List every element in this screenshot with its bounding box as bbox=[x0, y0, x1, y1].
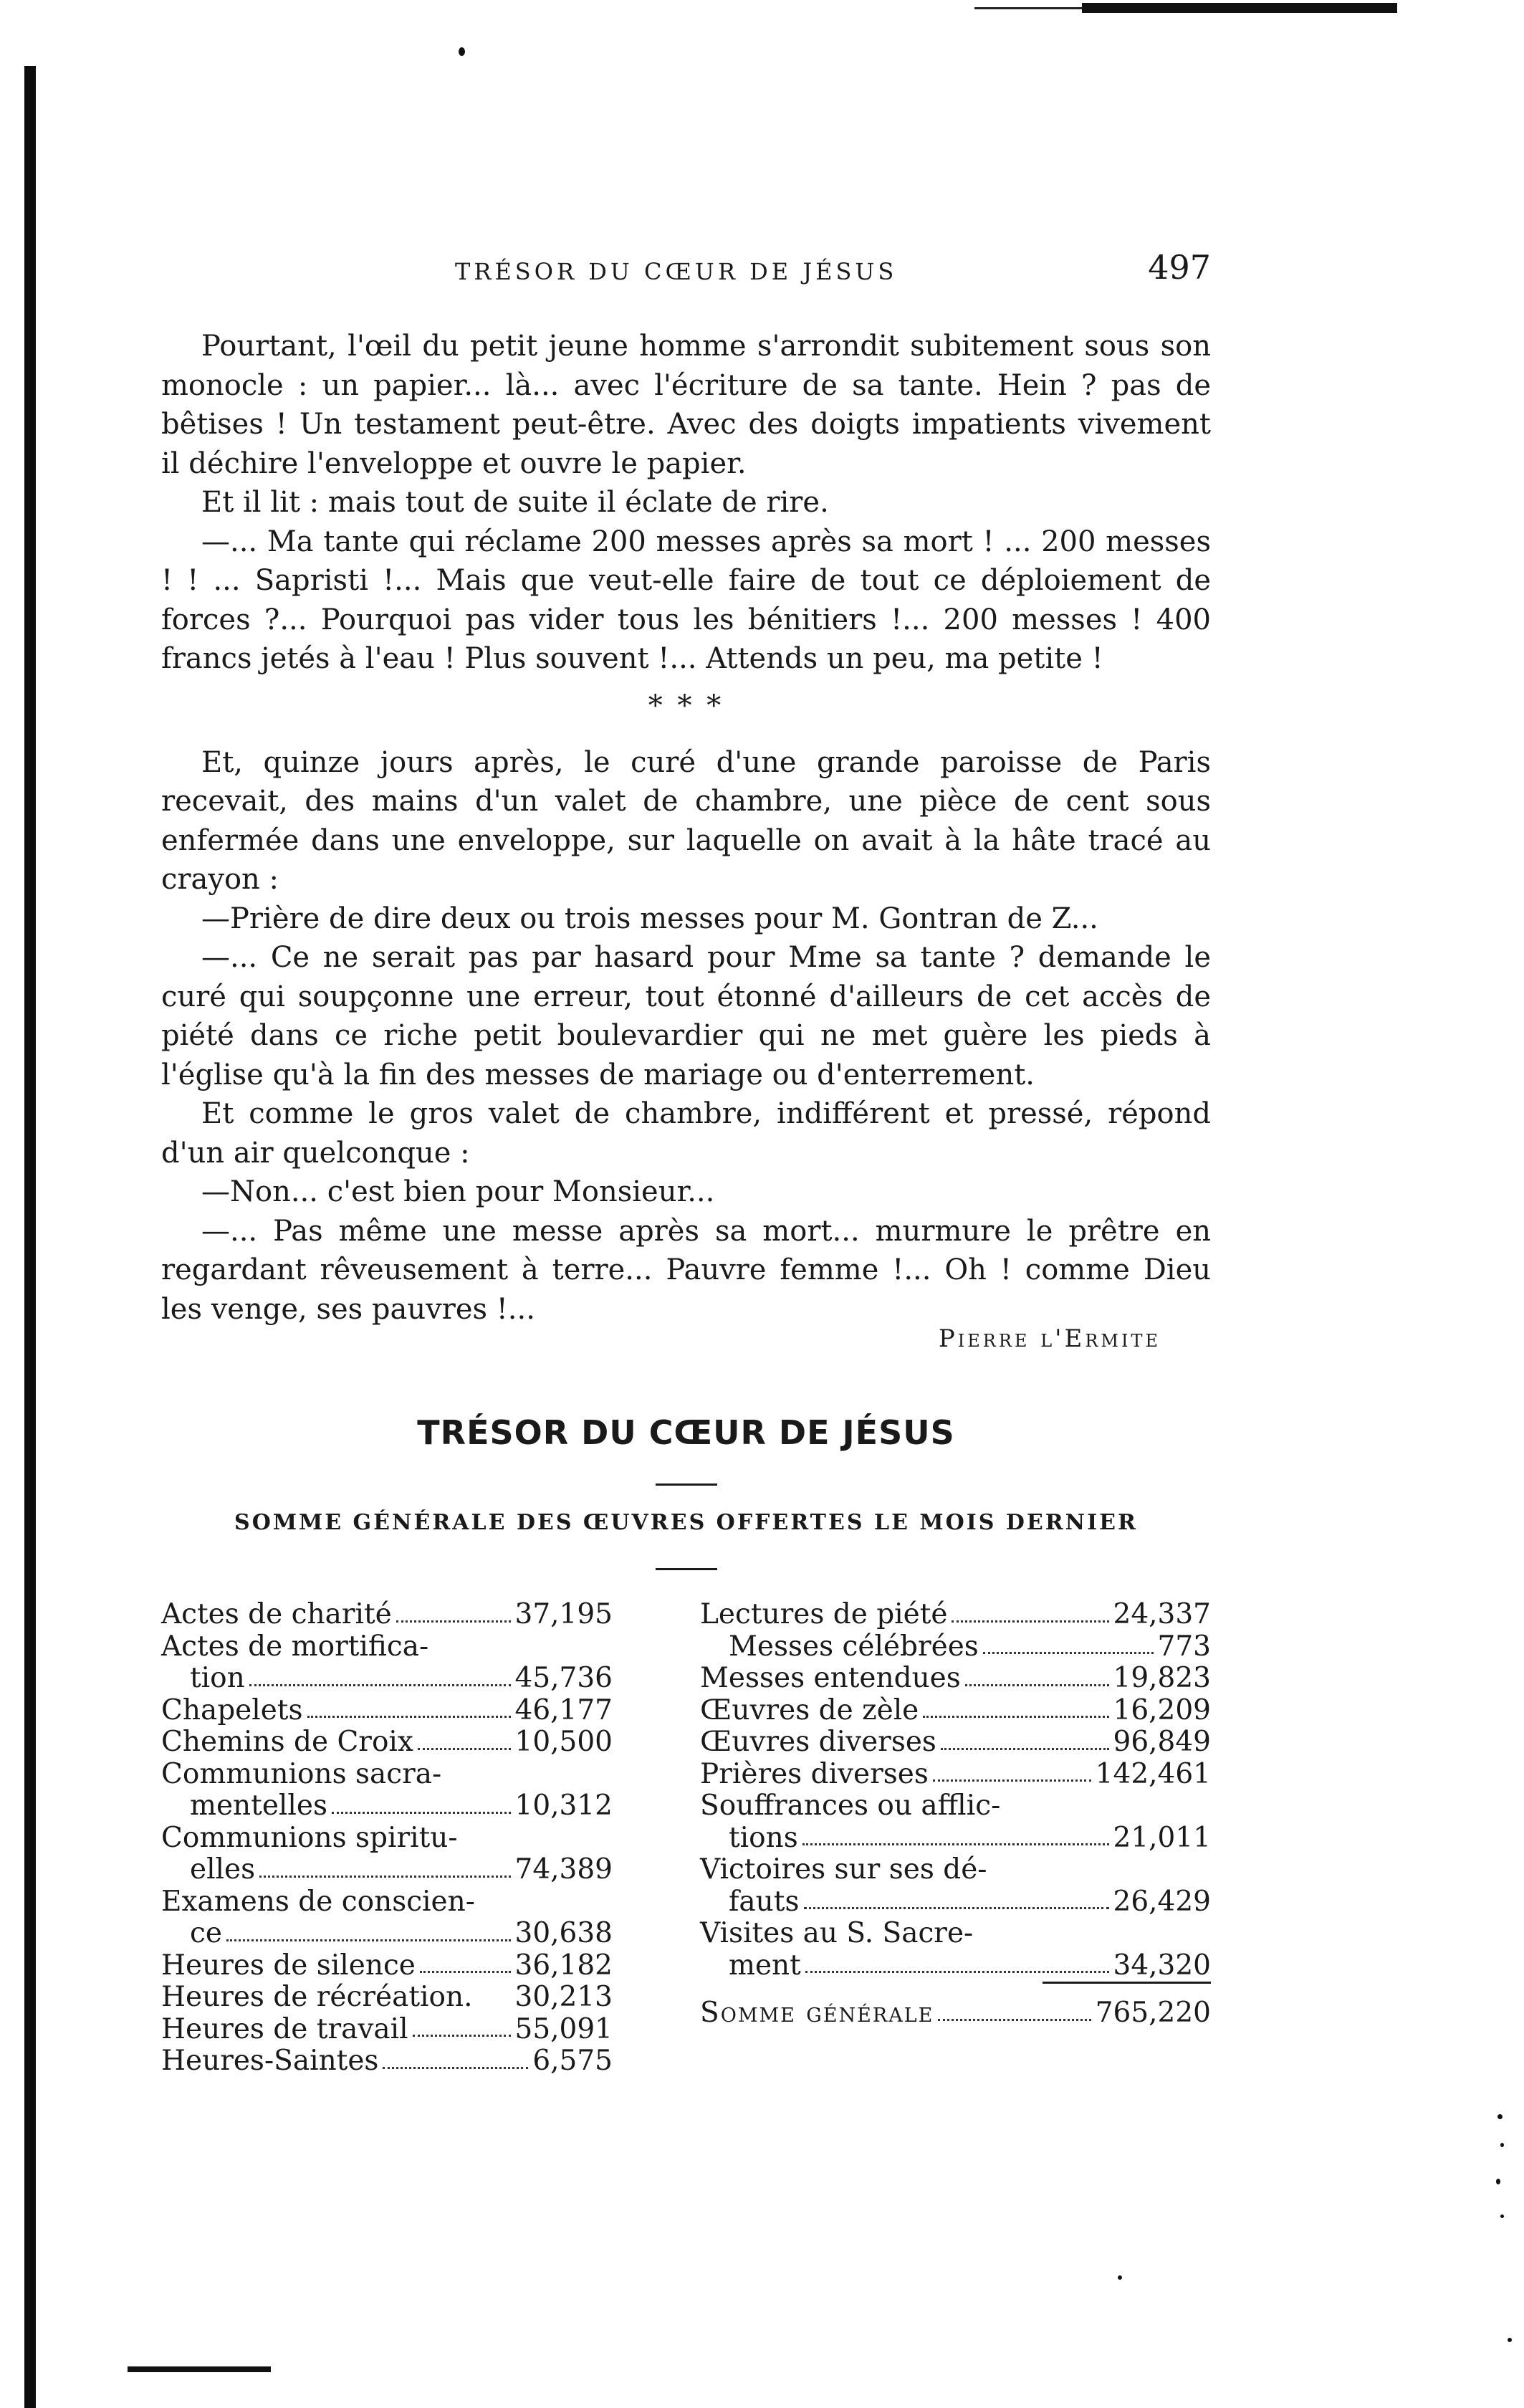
author-signature: Pierre l'Ermite bbox=[938, 1324, 1161, 1353]
table-row bbox=[700, 1950, 1211, 1982]
total-value: 765,220 bbox=[1095, 1997, 1211, 2029]
page-number: 497 bbox=[1148, 248, 1211, 287]
table-row bbox=[161, 1950, 613, 1982]
row-label: Œuvres de zèle bbox=[700, 1693, 919, 1726]
row-label: mentelles bbox=[190, 1790, 327, 1822]
scan-top-line bbox=[974, 7, 1082, 9]
scan-speck bbox=[1500, 2214, 1504, 2218]
book-page bbox=[161, 244, 1211, 2101]
row-value: 45,736 bbox=[514, 1662, 613, 1694]
leader-dots bbox=[933, 1779, 1091, 1782]
divider bbox=[656, 1484, 717, 1486]
paragraph: —... Ce ne serait pas par hasard pour Mme sa tante ? demande le curé qui soupçonne une erreur, tout étonné d'ailleurs de cet accès de piété dans ce riche petit boulevardier qui ne met guère les pieds à l'église qu'à la fin des messes de mariage ou d'enterrement. bbox=[161, 941, 1211, 1091]
row-label: tions bbox=[729, 1821, 798, 1854]
table-row bbox=[700, 1663, 1211, 1695]
row-label: Victoires sur ses dé- bbox=[700, 1853, 987, 1886]
row-value: 21,011 bbox=[1113, 1821, 1211, 1854]
row-value: 19,823 bbox=[1113, 1662, 1211, 1694]
leader-space bbox=[476, 2003, 510, 2005]
table-row bbox=[700, 1759, 1211, 1791]
row-label: Communions spiritu- bbox=[161, 1821, 458, 1854]
row-value: 96,849 bbox=[1113, 1726, 1211, 1758]
row-label: ment bbox=[729, 1949, 801, 1982]
table-row bbox=[700, 1631, 1211, 1663]
row-value: 55,091 bbox=[514, 2012, 613, 2045]
leader-dots bbox=[420, 1971, 511, 1973]
asterism: * * * bbox=[648, 689, 724, 722]
table-row bbox=[161, 1726, 613, 1759]
table-row bbox=[700, 1790, 1211, 1822]
scan-speck bbox=[1497, 2114, 1503, 2119]
leader-dots bbox=[418, 1748, 511, 1750]
table-row bbox=[161, 1663, 613, 1695]
table-row bbox=[161, 1982, 613, 2014]
table-row bbox=[161, 1886, 613, 1919]
leader-dots bbox=[383, 2067, 528, 2069]
divider bbox=[656, 1568, 717, 1570]
row-label: Souffrances ou afflic- bbox=[700, 1790, 1001, 1822]
table-row bbox=[700, 1599, 1211, 1631]
scan-bottom-bar bbox=[128, 2366, 271, 2372]
table-row bbox=[700, 1854, 1211, 1886]
table-row bbox=[161, 1918, 613, 1950]
leader-dots bbox=[965, 1684, 1109, 1686]
leader-dots bbox=[396, 1620, 511, 1623]
scan-top-bar bbox=[1082, 3, 1397, 13]
row-value: 30,638 bbox=[514, 1917, 613, 1949]
table-row bbox=[700, 1726, 1211, 1759]
table-row bbox=[161, 2045, 613, 2078]
row-value: 142,461 bbox=[1095, 1757, 1211, 1790]
leader-dots bbox=[249, 1684, 511, 1686]
scan-speck bbox=[459, 47, 465, 56]
row-label: Communions sacra- bbox=[161, 1757, 442, 1790]
row-label: Chapelets bbox=[161, 1693, 303, 1726]
table-row bbox=[161, 1790, 613, 1822]
row-label: Examens de conscien- bbox=[161, 1885, 475, 1918]
scan-speck bbox=[1508, 2338, 1512, 2342]
paragraph: —Prière de dire deux ou trois messes pour M. Gontran de Z... bbox=[201, 902, 1098, 935]
paragraph: Et il lit : mais tout de suite il éclate de rire. bbox=[201, 486, 829, 519]
leader-dots bbox=[805, 1971, 1109, 1973]
scan-edge-bar bbox=[24, 66, 36, 2408]
leader-dots bbox=[983, 1652, 1154, 1654]
row-label: Heures de travail bbox=[161, 2012, 408, 2045]
offerings-table bbox=[161, 1599, 1211, 2101]
leader-dots bbox=[413, 2035, 511, 2037]
table-row bbox=[700, 1695, 1211, 1727]
row-value: 30,213 bbox=[514, 1981, 613, 2013]
total-label: Somme générale bbox=[700, 1997, 934, 2029]
paragraph: —... Ma tante qui réclame 200 messes après sa mort ! ... 200 messes ! ! ... Sapristi !... Mais que veut-elle faire de tout ce déploiement de forces ?... Pourquoi pas vider tous les bénitiers !... 200 messes ! 400 francs jetés à l'eau ! Plus souvent !... Attends un peu, ma petite ! bbox=[161, 525, 1211, 675]
row-label: Visites au S. Sacre- bbox=[700, 1917, 974, 1949]
row-value: 16,209 bbox=[1113, 1693, 1211, 1726]
row-value: 46,177 bbox=[514, 1693, 613, 1726]
row-label: Heures-Saintes bbox=[161, 2045, 379, 2077]
table-total-row bbox=[700, 1997, 1211, 2030]
scan-speck bbox=[1496, 2179, 1500, 2184]
row-value: 34,320 bbox=[1113, 1949, 1211, 1982]
row-label: Messes célébrées bbox=[729, 1630, 979, 1663]
paragraph: Pourtant, l'œil du petit jeune homme s'arrondit subitement sous son monocle : un papier... là... avec l'écriture de sa tante. Hein ? pas de bêtises ! Un testament peut-être. Avec des doigts impatients vivement il déchire l'enveloppe et ouvre le papier. bbox=[161, 330, 1211, 480]
row-label: ce bbox=[190, 1917, 222, 1949]
row-value: 10,312 bbox=[514, 1790, 613, 1822]
table-row bbox=[161, 1854, 613, 1886]
leader-dots bbox=[802, 1843, 1109, 1845]
paragraph: —Non... c'est bien pour Monsieur... bbox=[201, 1175, 715, 1208]
row-label: Heures de silence bbox=[161, 1949, 416, 1982]
paragraph: —... Pas même une messe après sa mort... murmure le prêtre en regardant rêveusement à terre... Pauvre femme !... Oh ! comme Dieu les venge, ses pauvres !... bbox=[161, 1214, 1211, 1326]
row-label: Actes de charité bbox=[161, 1598, 392, 1630]
leader-dots bbox=[941, 1748, 1109, 1750]
total-rule bbox=[1043, 1982, 1211, 1984]
table-column-right bbox=[700, 1599, 1211, 2030]
leader-dots bbox=[923, 1716, 1108, 1718]
row-label: Messes entendues bbox=[700, 1662, 961, 1694]
scan-speck bbox=[1118, 2275, 1122, 2280]
row-label: elles bbox=[190, 1853, 256, 1886]
table-row bbox=[161, 1822, 613, 1855]
story-text bbox=[161, 327, 1211, 1329]
table-row bbox=[161, 1631, 613, 1663]
row-label: tion bbox=[190, 1662, 245, 1694]
running-header bbox=[161, 244, 1211, 287]
table-row bbox=[700, 1918, 1211, 1950]
paragraph: Et comme le gros valet de chambre, indifférent et pressé, répond d'un air quelconque : bbox=[161, 1097, 1211, 1170]
section-subtitle: SOMME GÉNÉRALE DES ŒUVRES OFFERTES LE MOIS DERNIER bbox=[234, 1510, 1138, 1535]
row-label: Prières diverses bbox=[700, 1757, 929, 1790]
leader-dots bbox=[307, 1716, 511, 1718]
table-spacer bbox=[700, 1982, 1211, 1997]
leader-dots bbox=[938, 2019, 1091, 2021]
leader-dots bbox=[804, 1907, 1109, 1909]
row-label: Heures de récréation. bbox=[161, 1981, 473, 2013]
leader-dots bbox=[952, 1620, 1108, 1623]
table-row bbox=[161, 2014, 613, 2046]
table-row bbox=[700, 1822, 1211, 1855]
leader-dots bbox=[226, 1939, 511, 1941]
row-label: Actes de mortifica- bbox=[161, 1630, 429, 1663]
table-row bbox=[700, 1886, 1211, 1919]
row-label: Chemins de Croix bbox=[161, 1726, 413, 1758]
row-value: 773 bbox=[1157, 1630, 1211, 1663]
row-value: 37,195 bbox=[514, 1598, 613, 1630]
scan-speck bbox=[1500, 2143, 1504, 2147]
table-row bbox=[161, 1759, 613, 1791]
paragraph: Et, quinze jours après, le curé d'une grande paroisse de Paris recevait, des mains d'un valet de chambre, une pièce de cent sous enfermée dans une enveloppe, sur laquelle on avait à la hâte tracé au crayon : bbox=[161, 745, 1211, 896]
row-value: 10,500 bbox=[514, 1726, 613, 1758]
row-value: 36,182 bbox=[514, 1949, 613, 1982]
running-title: TRÉSOR DU CŒUR DE JÉSUS bbox=[455, 258, 898, 285]
table-row bbox=[161, 1695, 613, 1727]
leader-dots bbox=[332, 1812, 511, 1814]
section-title: TRÉSOR DU CŒUR DE JÉSUS bbox=[417, 1413, 955, 1452]
table-column-left bbox=[161, 1599, 613, 2078]
row-value: 24,337 bbox=[1113, 1598, 1211, 1630]
row-value: 74,389 bbox=[514, 1853, 613, 1886]
row-label: Œuvres diverses bbox=[700, 1726, 936, 1758]
row-value: 26,429 bbox=[1113, 1885, 1211, 1918]
leader-dots bbox=[259, 1876, 510, 1878]
table-row bbox=[161, 1599, 613, 1631]
row-label: Lectures de piété bbox=[700, 1598, 948, 1630]
row-value: 6,575 bbox=[532, 2045, 613, 2077]
row-label: fauts bbox=[729, 1885, 800, 1918]
